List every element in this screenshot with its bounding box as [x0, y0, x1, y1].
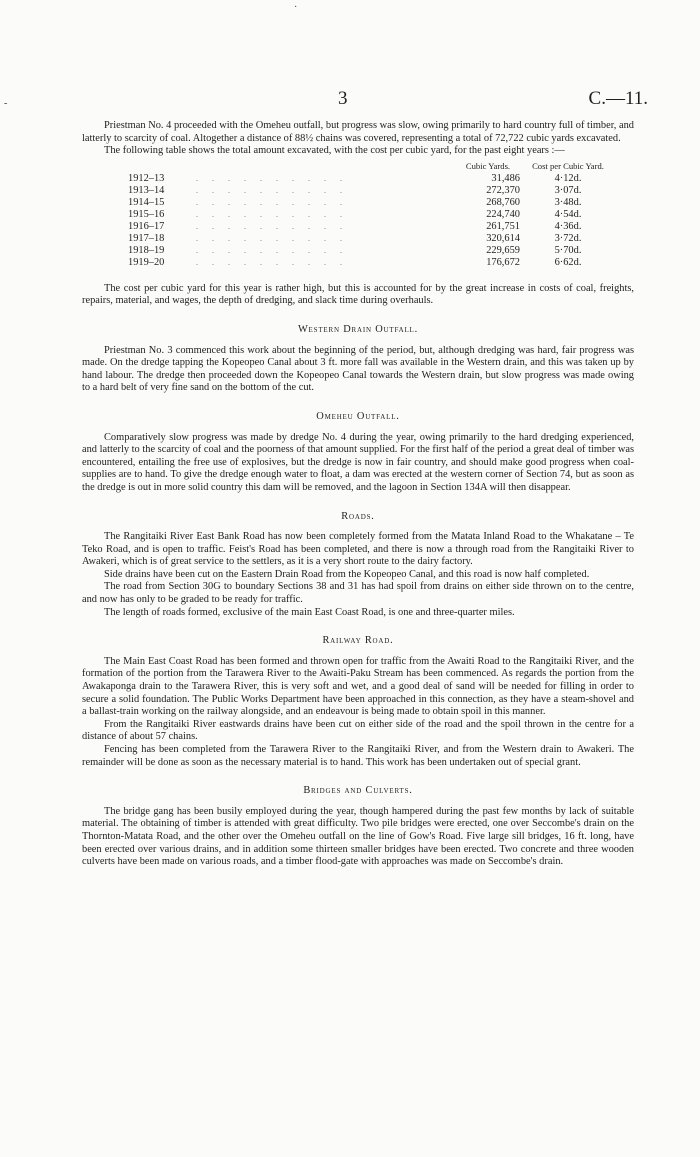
cubic-yards-cell: 176,672: [486, 256, 520, 268]
western-drain-paragraph: Priestman No. 3 commenced this work about the beginning of the period, but, although dredging was hard, fair progress was made. On the dredge tapping the Kopeopeo Canal about 3 ft. more fall was available in the Western drain, and this was taken up by hand labour. The dredge then proceeded down the Kopeopeo Canal towards the Western drain, but slow progress was made owing to a hard belt of very fine sand on the bottom of the cut.: [82, 344, 634, 394]
table-row: [124, 197, 612, 209]
cost-cell: 3·48d.: [554, 196, 582, 208]
margin-mark: -: [4, 98, 8, 109]
table-row: [124, 245, 612, 257]
leader-dots: . . . . . . . . . .: [196, 257, 348, 267]
year-cell: 1914–15: [128, 196, 165, 208]
roads-paragraph-2: Side drains have been cut on the Eastern Drain Road from the Kopeopeo Canal, and this road is now half completed.: [104, 568, 590, 580]
omeheu-outfall-paragraph: Comparatively slow progress was made by dredge No. 4 during the year, owing primarily to the hard dredging experienced, and latterly to the scarcity of coal and the poorness of that amount supplied. For the first half of the period a great deal of timber was encountered, entailing the free use of explosives, but the dredge is now in fair country, and should make good progress when coal-supplies are to hand. To give the dredge enough water to float, a dam was erected at the western corner of Section 74, but as soon as the dredge is out in more solid country this dam will be removed, and the lagoon in Section 134A will then disappear.: [82, 431, 634, 493]
cost-header: Cost per Cubic Yard.: [532, 160, 604, 171]
bridges-culverts-paragraph: The bridge gang has been busily employed during the year, though hampered during the past few months by lack of suitable material. The obtaining of timber is attended with great difficulty. Two pile bridges were erected, one over Seccombe's drain on the Thornton-Matata Road, and the other over the Omeheu outfall on the line of Gow's Road. Five large sill bridges, 16 ft. long, have been erected over various drains, and in addition some thirteen smaller bridges have been erected. Two concrete and three wooden culverts have been made on various roads, and a timber flood-gate with approaches was made on Seccombe's drain.: [82, 805, 634, 868]
roads-paragraph-1: The Rangitaiki River East Bank Road has now been completely formed from the Matata Inland Road to the Whakatane – Te Teko Road, and is open to traffic. Feist's Road has been completed, and there is now a through road from the Rangitaiki River to Awakeri, which is of great service to the settlers, as it is a very short route to the dairy factory.: [82, 531, 634, 568]
leader-dots: . . . . . . . . . .: [196, 197, 348, 207]
leader-dots: . . . . . . . . . .: [196, 209, 348, 219]
western-drain-heading: Western Drain Outfall.: [297, 323, 419, 335]
leader-dots: . . . . . . . . . .: [196, 221, 348, 231]
railway-road-paragraph-3: Fencing has been completed from the Tarawera River to the Rangitaiki River, and from the Western drain to Awakeri. The remainder will be done as soon as the necessary material is to hand. This work has been undertaken out of special grant.: [82, 744, 634, 768]
roads-paragraph-3: The road from Section 30G to boundary Sections 38 and 31 has had spoil from drains on either side thrown on to the centre, and now has only to be graded to be ready for traffic.: [82, 581, 634, 606]
year-cell: 1915–16: [128, 208, 165, 220]
table-header-row: [124, 162, 612, 173]
excavation-table: [124, 162, 612, 269]
year-cell: 1919–20: [128, 256, 165, 268]
cost-cell: 5·70d.: [554, 244, 582, 256]
page-number: 3: [338, 88, 348, 109]
stray-mark: ·: [294, 2, 298, 13]
page-header: [0, 88, 700, 108]
table-row: [124, 185, 612, 197]
leader-dots: . . . . . . . . . .: [196, 245, 348, 255]
year-cell: 1916–17: [128, 220, 165, 232]
cost-cell: 4·36d.: [554, 220, 582, 232]
table-row: [124, 173, 612, 185]
cost-cell: 4·12d.: [554, 172, 582, 184]
omeheu-outfall-heading: Omeheu Outfall.: [316, 410, 400, 422]
railway-road-paragraph-2: From the Rangitaiki River eastwards drains have been cut on either side of the road and the spoil thrown in the centre for a distance of about 57 chains.: [82, 718, 634, 743]
document-code: C.—11.: [588, 88, 648, 109]
table-intro-paragraph: The following table shows the total amount excavated, with the cost per cubic yard, for the past eight years :—: [104, 145, 565, 157]
cubic-yards-cell: 229,659: [486, 244, 520, 256]
cubic-yards-cell: 320,614: [486, 232, 520, 244]
leader-dots: . . . . . . . . . .: [196, 233, 348, 243]
cost-cell: 6·62d.: [554, 256, 582, 268]
year-cell: 1917–18: [128, 232, 165, 244]
cubic-yards-cell: 268,760: [486, 196, 520, 208]
cost-cell: 3·07d.: [554, 184, 582, 196]
cubic-yards-cell: 224,740: [486, 208, 520, 220]
leader-dots: . . . . . . . . . .: [196, 185, 348, 195]
intro-paragraph: Priestman No. 4 proceeded with the Omeheu outfall, but progress was slow, owing primarily to hard country full of timber, and latterly to scarcity of coal. Altogether a distance of 88½ chains was covered, representing a total of 72,722 cubic yards excavated.: [82, 120, 634, 144]
cost-cell: 3·72d.: [554, 232, 582, 244]
excavation-table-wrap: [82, 162, 634, 269]
roads-paragraph-4: The length of roads formed, exclusive of the main East Coast Road, is one and three-quarter miles.: [104, 606, 515, 618]
cubic-yards-cell: 31,486: [491, 172, 520, 184]
year-cell: 1912–13: [128, 172, 165, 184]
railway-road-paragraph-1: The Main East Coast Road has been formed and thrown open for traffic from the Awaiti Road to the Rangitaiki River, and the formation of the portion from the Tarawera River to the Awaiti-Paku Stream has been commenced. As regards the portion from the Awakaponga drain to the Tarawera River, this is very soft and wet, and a good deal of sand will be needed for filling in order to secure a solid foundation. The Public Works Department have been approached in this connection, as they have a steam-shovel and a ballast-train working on the railway alongside, and an endeavour is being made to obtain spoil in this manner.: [82, 655, 634, 718]
bridges-culverts-heading: Bridges and Culverts.: [303, 785, 413, 797]
year-cell: 1918–19: [128, 244, 165, 256]
cubic-yards-cell: 272,370: [486, 184, 520, 196]
cost-note-paragraph: The cost per cubic yard for this year is rather high, but this is accounted for by the great increase in costs of coal, freights, repairs, material, and wages, the depth of dredging, and slack time during overhauls.: [82, 282, 634, 307]
table-row: [124, 233, 612, 245]
railway-road-heading: Railway Road.: [322, 635, 394, 647]
year-cell: 1913–14: [128, 184, 165, 196]
cost-cell: 4·54d.: [554, 208, 582, 220]
cubic-yards-header: Cubic Yards.: [465, 160, 511, 171]
table-row: [124, 221, 612, 233]
page-body: [82, 120, 634, 869]
table-row: [124, 257, 612, 269]
cubic-yards-cell: 261,751: [486, 220, 520, 232]
roads-heading: Roads.: [341, 510, 375, 522]
leader-dots: . . . . . . . . . .: [196, 173, 348, 183]
table-row: [124, 209, 612, 221]
